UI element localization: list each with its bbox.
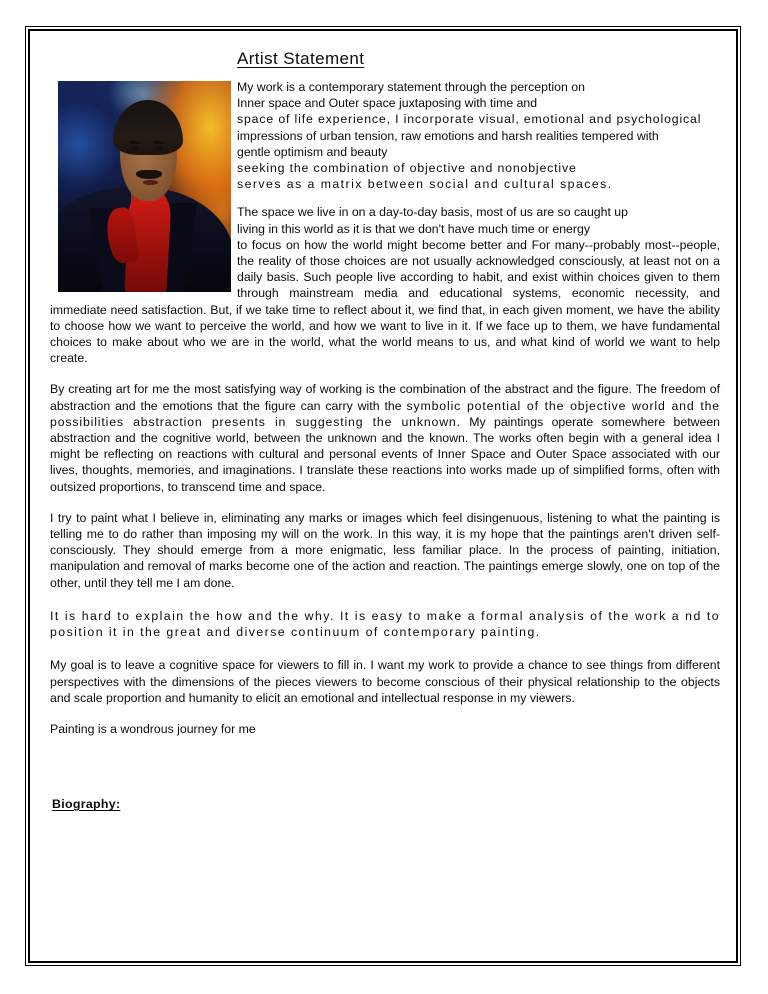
intro-line-2: Inner space and Outer space juxtaposing with time and (237, 96, 538, 111)
paragraph-2-part-a: By creating art for me the most satisfying way of working is the combination of the abstract and the figure. The freedom of abstraction and the emotions that the figure can carry with the (50, 382, 720, 413)
mouth-shape (143, 180, 159, 185)
paragraph-1: to focus on how the world might become better and For many--probably most--people, the reality of those choices are not usually acknowledged consciously, at least not on a daily basis. Such people live according to habit, and exist within choices given to them through mainstream media and educational systems, economic necessity, and immediate need satisfaction. But, if we take time to reflect about it, we find that, in each given moment, we have the ability to choose how we want to perceive the world, and how we want to live in it. If we face up to them, we have fundamental choices to make about who we are in the world, what the world means to us, and what kind of world we want to help create. (50, 237, 720, 366)
paragraph-6: Painting is a wondrous journey for me (50, 721, 256, 736)
spacer (50, 495, 720, 510)
intro-line-6: seeking the combination of objective and nonobjective (237, 161, 577, 176)
spacer (50, 591, 720, 608)
paragraph-2-part-b: symbolic potential of the objective world and the possibilities abstraction presents in suggesting the unknown. (50, 398, 720, 429)
page-title: Artist Statement (237, 49, 365, 68)
mustache-shape (136, 170, 162, 179)
hair-shape (113, 100, 182, 155)
spacer (50, 706, 720, 721)
intro-line-3: space of life experience, I incorporate visual, emotional and psychological (237, 112, 702, 127)
paragraph-2 (50, 381, 720, 494)
intro-line-5: gentle optimism and beauty (237, 144, 388, 159)
intro-line-7: serves as a matrix between social and cultural spaces. (237, 177, 613, 192)
portrait-image (58, 81, 231, 292)
paragraph-3: I try to paint what I believe in, eliminating any marks or images which feel disingenuous, listening to what the painting is telling me to do rather than imposing my will on the work. In this way, it is my hope that the paintings aren't driven self-consciously. They should emerge from a more enigmatic, less familiar place. In the process of painting, initiation, manipulation and removal of marks become one of the action and reaction. The paintings emerge slowly, one on top of the other, until they tell me I am done. (50, 510, 720, 590)
artist-portrait-photo (58, 81, 231, 292)
document-page-inner-border (28, 29, 738, 963)
eye-right (155, 146, 164, 151)
document-page-frame (25, 26, 741, 966)
paragraph-2-part-c: My paintings operate somewhere between abstraction and the cognitive world, between the unknown and the known. The works often begin with a general idea I might be reflecting on reactions with cultural and personal events of Inner Space and Outer Space associated with our lives, thoughts, memories, and imaginations. I translate these reactions into works made up of simplified forms, often with outsized proportions, to transcend time and space. (50, 414, 721, 494)
biography-heading: Biography: (52, 797, 121, 812)
intro-line-1: My work is a contemporary statement through the perception on (237, 80, 585, 94)
paragraph-4: It is hard to explain the how and the why. It is easy to make a formal analysis of the work a nd to position it in the great and diverse continuum of contemporary painting. (50, 608, 720, 640)
spacer (50, 366, 720, 381)
intro-line-4: impressions of urban tension, raw emotions and harsh realities tempered with (237, 128, 659, 143)
second-block-line-1: The space we live in on a day-to-day basis, most of us are so caught up (237, 205, 628, 220)
document-content (50, 49, 720, 951)
paragraph-5: My goal is to leave a cognitive space for viewers to fill in. I want my work to provide a chance to see things from different perspectives with the dimensions of the pieces viewers to become conscious of their physical relationship to the objects and scale proportion and humanity to elicit an emotional and intellectual response in my viewers. (50, 658, 720, 705)
spacer (50, 640, 720, 657)
second-block-line-2: living in this world as it is that we don't have much time or energy (237, 221, 590, 236)
